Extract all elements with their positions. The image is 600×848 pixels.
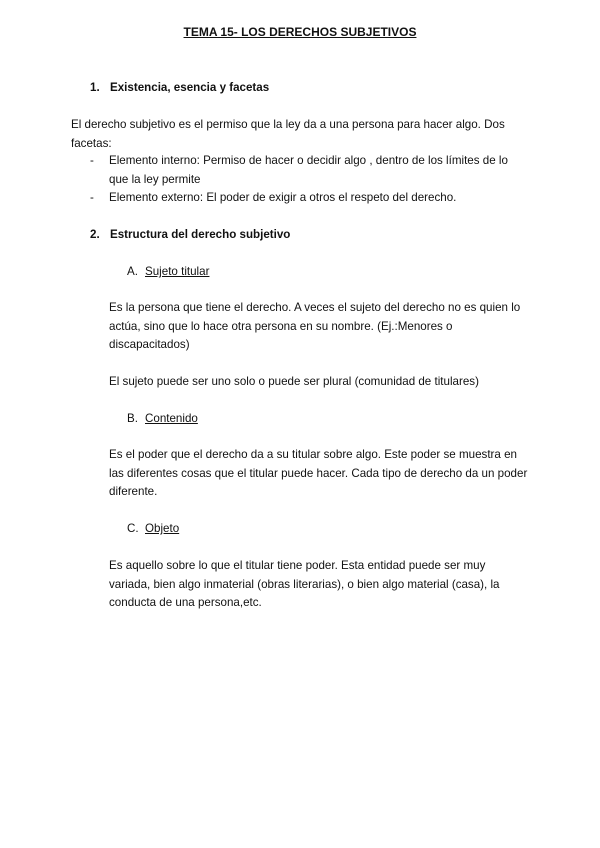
- facet-text: Elemento externo: El poder de exigir a otros el respeto del derecho.: [109, 191, 457, 204]
- subsection-b-label: Contenido: [145, 412, 198, 425]
- section-2-number: 2.: [90, 228, 100, 241]
- document-title: TEMA 15- LOS DERECHOS SUBJETIVOS: [183, 25, 417, 39]
- subsection-b-heading: [127, 410, 198, 429]
- facet-text: Elemento interno: Permiso de hacer o decidir algo , dentro de los límites de lo que la ley permite: [109, 154, 508, 186]
- subsection-c-label: Objeto: [145, 522, 180, 535]
- facet-item-internal: [90, 152, 530, 189]
- subsection-b-letter: B.: [127, 412, 138, 425]
- subsection-a-letter: A.: [127, 265, 138, 278]
- subsection-b-paragraph: Es el poder que el derecho da a su titular sobre algo. Este poder se muestra en las diferentes cosas que el titular puede hacer. Cada tipo de derecho da un poder diferente.: [109, 448, 528, 498]
- subsection-a-paragraph-1: Es la persona que tiene el derecho. A veces el sujeto del derecho no es quien lo actúa, sino que lo hace otra persona en su nombre. (Ej.:Menores o discapacitados): [109, 301, 521, 351]
- bullet-dash: -: [90, 191, 94, 204]
- subsection-c-paragraph: Es aquello sobre lo que el titular tiene poder. Esta entidad puede ser muy variada, bien algo inmaterial (obras literarias), o bien algo material (casa), la conducta de una persona,etc.: [109, 559, 500, 609]
- subsection-a-heading: [127, 263, 209, 282]
- subsection-c-heading: [127, 520, 179, 539]
- subsection-a-paragraph-2: El sujeto puede ser uno solo o puede ser plural (comunidad de titulares): [109, 375, 479, 388]
- section-1-heading: [90, 79, 269, 98]
- section-2-title: Estructura del derecho subjetivo: [110, 228, 291, 241]
- subsection-a-label: Sujeto titular: [145, 265, 210, 278]
- section-1-number: 1.: [90, 81, 100, 94]
- bullet-dash: -: [90, 154, 94, 167]
- facet-item-external: [90, 189, 530, 208]
- facets-list: [90, 152, 530, 208]
- section-2-heading: [90, 226, 290, 245]
- subsection-c-letter: C.: [127, 522, 139, 535]
- section-1-intro: El derecho subjetivo es el permiso que la ley da a una persona para hacer algo. Dos facetas:: [71, 118, 505, 150]
- section-1-title: Existencia, esencia y facetas: [110, 81, 270, 94]
